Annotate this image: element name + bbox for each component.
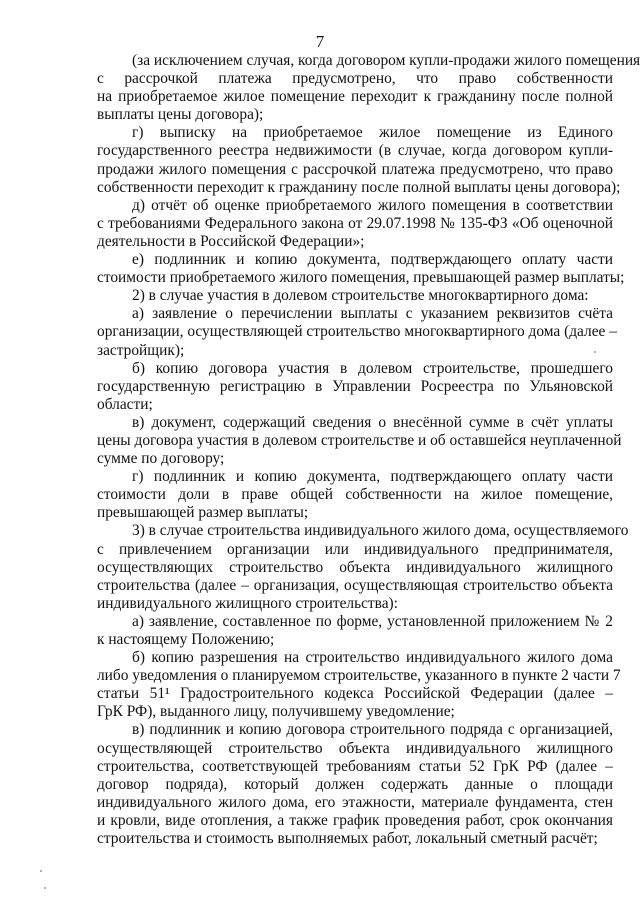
text-line: на приобретаемое жилое помещение переходит к гражданину после полной xyxy=(97,88,613,106)
paragraph xyxy=(97,251,625,287)
paragraph xyxy=(97,52,640,124)
text-line: а) заявление о перечислении выплаты с указанием реквизитов счёта xyxy=(132,305,613,323)
paragraph xyxy=(97,305,617,359)
text-line: с привлечением организации или индивидуального предпринимателя, xyxy=(97,540,613,558)
text-line: государственную регистрацию в Управлении Росреестра по Ульяновской xyxy=(97,377,613,395)
text-line: г) выписку на приобретаемое жилое помещение из Единого xyxy=(132,124,613,142)
text-line: организации, осуществляющей строительство многоквартирного дома (далее – xyxy=(97,323,617,341)
paragraph xyxy=(97,360,613,414)
text-line: государственного реестра недвижимости (в случае, когда договором купли- xyxy=(97,142,613,160)
text-line: с требованиями Федерального закона от 29.07.1998 № 135-ФЗ «Об оценочной xyxy=(97,214,613,232)
text-line: выплаты цены договора); xyxy=(97,106,264,124)
text-line: в) документ, содержащий сведения о внесённой сумме в счёт уплаты xyxy=(132,413,613,431)
text-line: б) копию договора участия в долевом строительстве, прошедшего xyxy=(132,359,613,377)
paragraph xyxy=(97,124,621,196)
text-line: а) заявление, составленное по форме, установленной приложением № 2 xyxy=(132,612,613,630)
text-line: е) подлинник и копию документа, подтверждающего оплату части xyxy=(132,251,613,269)
scan-speck xyxy=(44,887,46,889)
text-line: договор подряда), который должен содержать данные о площади xyxy=(97,775,613,793)
text-line: осуществляющих строительство объекта индивидуального жилищного xyxy=(97,558,613,576)
paragraph xyxy=(97,287,613,305)
paragraph xyxy=(97,721,613,848)
document-body xyxy=(97,52,640,848)
paragraph xyxy=(97,522,629,612)
text-line: цены договора участия в долевом строительстве и об оставшейся неуплаченной xyxy=(97,431,622,449)
text-line: сумме по договору; xyxy=(97,450,225,468)
text-line: 3) в случае строительства индивидуального жилого дома, осуществляемого xyxy=(132,522,629,540)
scan-speck xyxy=(40,870,42,872)
text-line: застройщик); xyxy=(97,341,185,359)
page-number: 7 xyxy=(315,32,325,51)
text-line: д) отчёт об оценке приобретаемого жилого помещения в соответствии xyxy=(132,196,613,214)
text-line: к настоящему Положению; xyxy=(97,631,275,648)
text-line: осуществляющей строительство объекта индивидуального жилищного xyxy=(97,739,613,757)
text-line: стоимости доли в праве общей собственности на жилое помещение, xyxy=(97,486,613,504)
text-line: б) копию разрешения на строительство индивидуального жилого дома xyxy=(132,649,613,667)
text-line: строительства (далее – организация, осуществляющая строительство объекта xyxy=(97,576,613,594)
text-line: статьи 51¹ Градостроительного кодекса Российской Федерации (далее – xyxy=(97,685,613,703)
paragraph xyxy=(97,197,613,251)
text-line: продажи жилого помещения с рассрочкой платежа предусмотрено, что право xyxy=(97,160,613,178)
paragraph xyxy=(97,468,613,522)
text-line: либо уведомления о планируемом строительстве, указанного в пункте 2 части 7 xyxy=(97,667,621,685)
text-line: области; xyxy=(97,395,153,413)
text-line: индивидуального жилого дома, его этажности, материале фундамента, стен xyxy=(97,793,613,811)
paragraph xyxy=(97,649,621,721)
text-line: с рассрочкой платежа предусмотрено, что право собственности xyxy=(97,70,613,88)
text-line: деятельности в Российской Федерации»; xyxy=(97,232,365,250)
text-line: собственности переходит к гражданину после полной выплаты цены договора); xyxy=(97,178,621,196)
text-line: стоимости приобретаемого жилого помещения, превышающей размер выплаты; xyxy=(97,269,625,287)
text-line: индивидуального жилищного строительства): xyxy=(97,594,398,612)
text-line: строительства и стоимость выполняемых работ, локальный сметный расчёт; xyxy=(97,830,598,848)
paragraph xyxy=(97,613,613,649)
paragraph xyxy=(97,413,622,468)
text-line: г) подлинник и копию документа, подтверждающего оплату части xyxy=(132,468,613,486)
text-line: 2) в случае участия в долевом строительстве многоквартирного дома: xyxy=(132,287,589,305)
text-line: ГрК РФ), выданного лицу, получившему уведомление; xyxy=(97,703,455,721)
text-line: превышающей размер выплаты; xyxy=(97,504,309,522)
scan-speck xyxy=(594,351,596,353)
text-line: (за исключением случая, когда договором купли-продажи жилого помещения xyxy=(132,52,640,69)
text-line: и кровли, виде отопления, а также график проведения работ, срок окончания xyxy=(97,811,613,829)
text-line: в) подлинник и копию договора строительного подряда с организацией, xyxy=(132,721,613,739)
text-line: строительства, соответствующей требованиям статьи 52 ГрК РФ (далее – xyxy=(97,757,613,775)
